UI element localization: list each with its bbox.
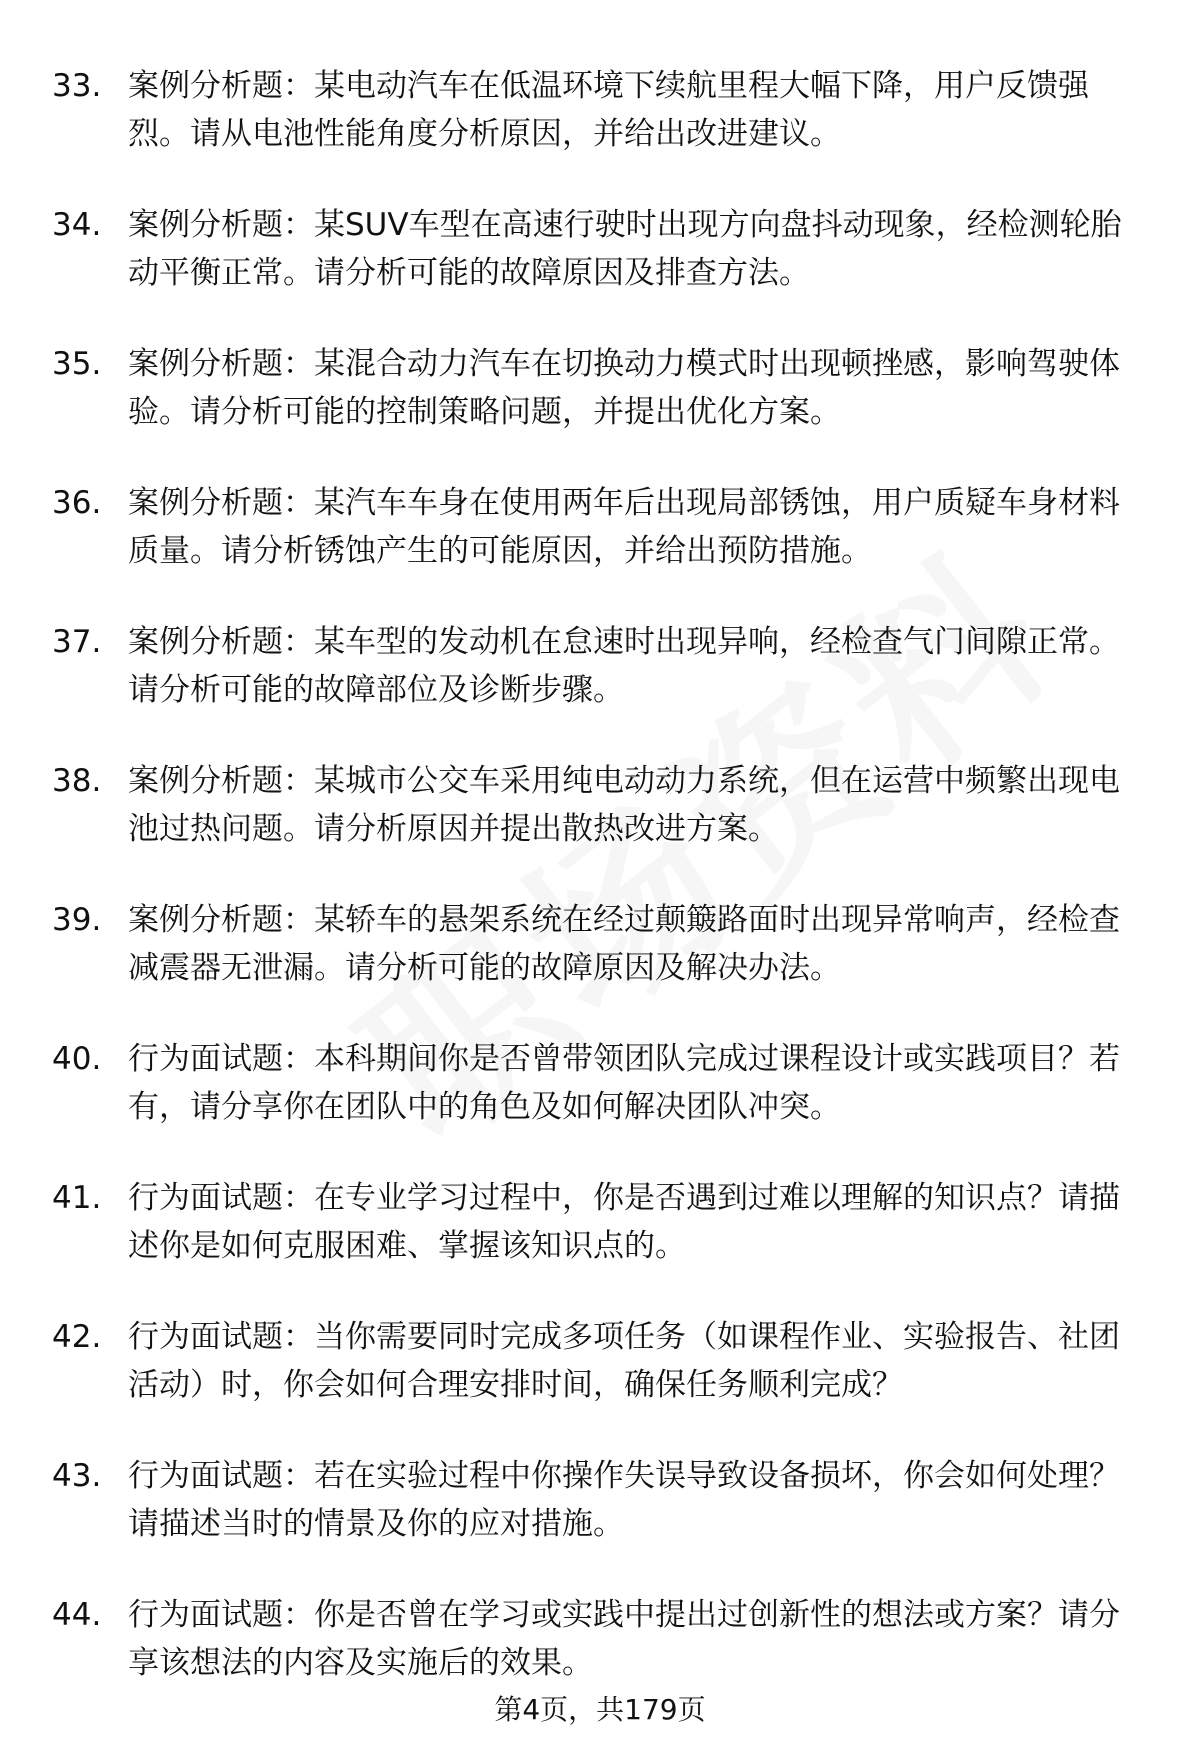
question-number: 42.: [52, 1319, 102, 1355]
question-text: 案例分析题：某电动汽车在低温环境下续航里程大幅下降，用户反馈强烈。请从电池性能角度分析原因，并给出改进建议。: [128, 68, 1089, 152]
question-item: [0, 479, 1200, 575]
question-number: 35.: [52, 346, 102, 382]
question-number: 43.: [52, 1458, 102, 1494]
question-item: [0, 62, 1200, 158]
page-footer: 第4页，共179页: [494, 1693, 706, 1726]
question-text: 行为面试题：若在实验过程中你操作失误导致设备损坏，你会如何处理？请描述当时的情景及你的应对措施。: [128, 1458, 1120, 1542]
question-item: [0, 1591, 1200, 1687]
question-item: [0, 1313, 1200, 1409]
question-text: 案例分析题：某汽车车身在使用两年后出现局部锈蚀，用户质疑车身材料质量。请分析锈蚀产生的可能原因，并给出预防措施。: [128, 485, 1120, 569]
question-item: [0, 201, 1200, 297]
question-item: [0, 340, 1200, 436]
question-text: 案例分析题：某SUV车型在高速行驶时出现方向盘抖动现象，经检测轮胎动平衡正常。请分析可能的故障原因及排查方法。: [128, 207, 1122, 291]
question-text: 案例分析题：某城市公交车采用纯电动动力系统，但在运营中频繁出现电池过热问题。请分析原因并提出散热改进方案。: [128, 763, 1120, 847]
question-number: 36.: [52, 485, 102, 521]
question-text: 行为面试题：在专业学习过程中，你是否遇到过难以理解的知识点？请描述你是如何克服困难、掌握该知识点的。: [128, 1180, 1120, 1264]
question-text: 案例分析题：某车型的发动机在怠速时出现异响，经检查气门间隙正常。请分析可能的故障部位及诊断步骤。: [128, 624, 1120, 708]
question-list: [0, 62, 1200, 1730]
question-text: 行为面试题：当你需要同时完成多项任务（如课程作业、实验报告、社团活动）时，你会如何合理安排时间，确保任务顺利完成？: [128, 1319, 1120, 1403]
question-text: 行为面试题：你是否曾在学习或实践中提出过创新性的想法或方案？请分享该想法的内容及实施后的效果。: [128, 1597, 1120, 1681]
question-number: 33.: [52, 68, 102, 104]
question-number: 39.: [52, 902, 102, 938]
question-number: 38.: [52, 763, 102, 799]
question-text: 案例分析题：某轿车的悬架系统在经过颠簸路面时出现异常响声，经检查减震器无泄漏。请分析可能的故障原因及解决办法。: [128, 902, 1120, 986]
question-item: [0, 618, 1200, 714]
question-item: [0, 1035, 1200, 1131]
question-number: 37.: [52, 624, 102, 660]
question-item: [0, 1452, 1200, 1548]
question-number: 34.: [52, 207, 102, 243]
question-item: [0, 757, 1200, 853]
question-number: 44.: [52, 1597, 102, 1633]
question-item: [0, 896, 1200, 992]
question-text: 案例分析题：某混合动力汽车在切换动力模式时出现顿挫感，影响驾驶体验。请分析可能的控制策略问题，并提出优化方案。: [128, 346, 1120, 430]
question-item: [0, 1174, 1200, 1270]
question-number: 41.: [52, 1180, 102, 1216]
question-number: 40.: [52, 1041, 102, 1077]
question-text: 行为面试题：本科期间你是否曾带领团队完成过课程设计或实践项目？若有，请分享你在团队中的角色及如何解决团队冲突。: [128, 1041, 1120, 1125]
